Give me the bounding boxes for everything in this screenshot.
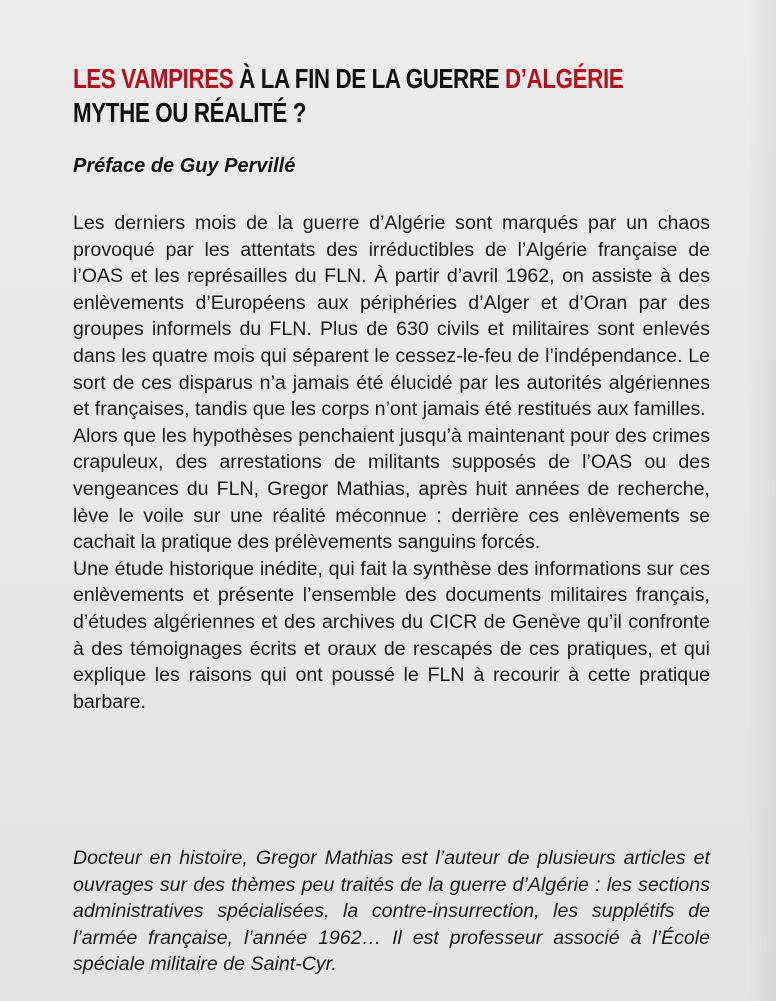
blurb-body (73, 210, 710, 715)
title-line-1 (73, 62, 624, 96)
author-bio-text: Docteur en histoire, Gregor Mathias est l’auteur de plusieurs articles et ouvrages sur des thèmes peu traités de la guerre d’Algérie : les sections administratives spécialisées, la contre-insurrection, les supplétifs de l’armée française, l’année 1962… Il est professeur associé à l’École spéciale militaire de Saint-Cyr. (73, 847, 710, 976)
blurb-paragraph-3: Une étude historique inédite, qui fait la synthèse des informations sur ces enlèvements et présente l’ensemble des documents militaires français, d’études algériennes et des archives du CICR de Genève qu’il confronte à des témoignages écrits et oraux de rescapés de ces pratiques, et qui explique les raisons qui ont poussé le FLN à recourir à cette pratique barbare. (73, 557, 710, 713)
title-line-2: MYTHE OU RÉALITÉ ? (73, 97, 306, 128)
title-highlight-vampires: LES VAMPIRES (73, 63, 234, 94)
cover-edge-shading (748, 0, 776, 1001)
preface-credit: Préface de Guy Pervillé (73, 155, 296, 177)
author-bio (73, 845, 710, 978)
book-title (73, 62, 624, 130)
title-middle-text: À LA FIN DE LA GUERRE (233, 63, 505, 94)
blurb-paragraph-2: Alors que les hypothèses penchaient jusqu’à maintenant pour des crimes crapuleux, des arrestations de militants supposés de l’OAS ou des vengeances du FLN, Gregor Mathias, après huit années de recherche, lève le voile sur une réalité méconnue : derrière ces enlèvements se cachait la pratique des prélèvements sanguins forcés. (73, 424, 710, 554)
blurb-paragraph-1: Les derniers mois de la guerre d’Algérie sont marqués par un chaos provoqué par les attentats des irréductibles de l’Algérie française de l’OAS et les représailles du FLN. À partir d’avril 1962, on assiste à des enlèvements d’Européens aux périphéries d’Alger et d’Oran par des groupes informels du FLN. Plus de 630 civils et militaires sont enlevés dans les quatre mois qui séparent le cessez-le-feu de l’indépendance. Le sort de ces disparus n’a jamais été élucidé par les autorités algériennes et françaises, tandis que les corps n’ont jamais été restitués aux familles. (73, 212, 710, 421)
title-highlight-algerie: D’ALGÉRIE (504, 63, 624, 94)
